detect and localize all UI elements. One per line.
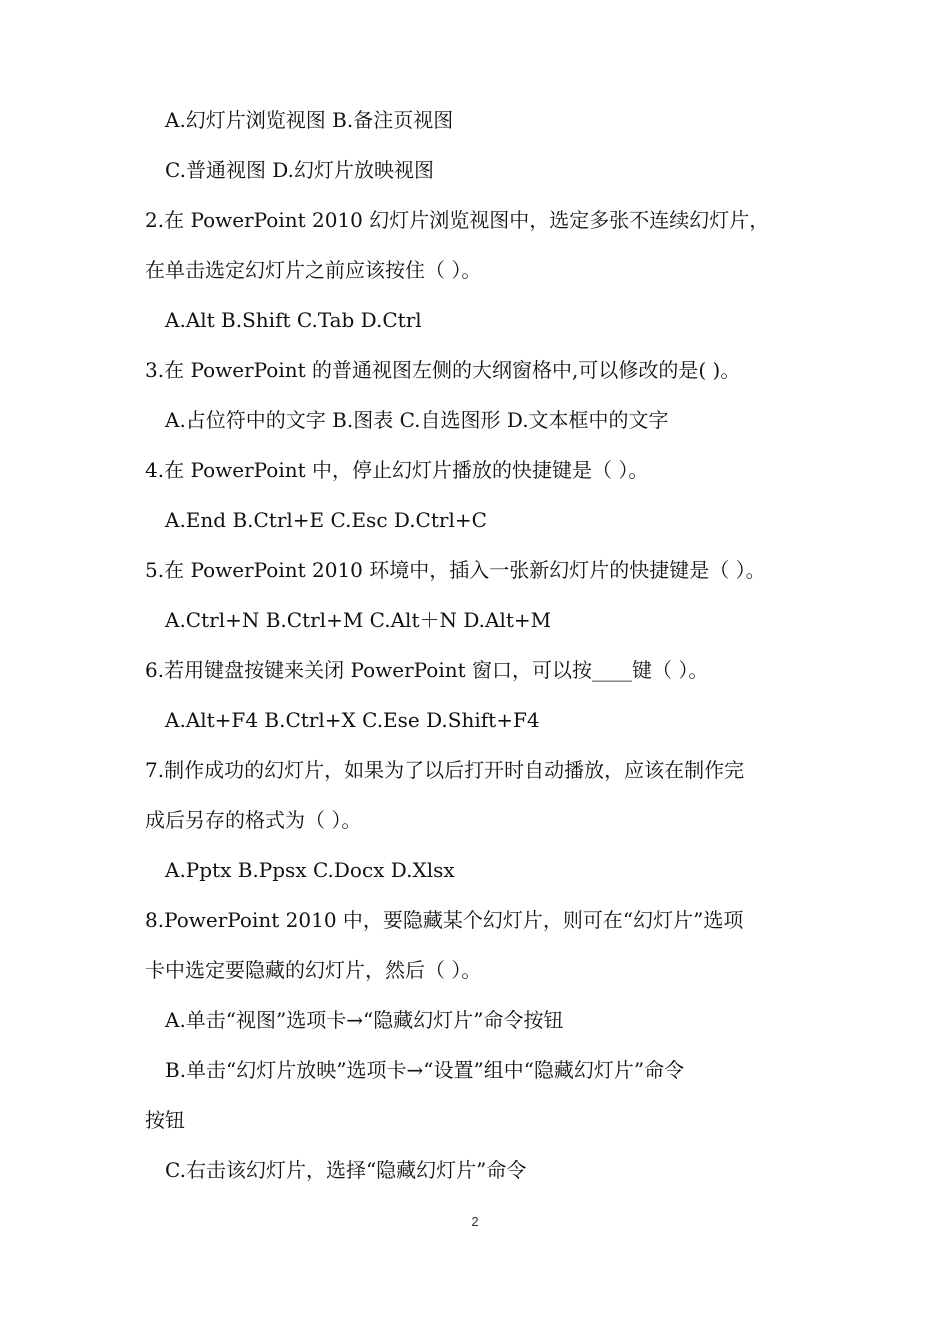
q8-option-b-line1: B.单击“幻灯片放映”选项卡→“设置”组中“隐藏幻灯片”命令: [165, 1058, 685, 1082]
q6-text: 6.若用键盘按键来关闭 PowerPoint 窗口，可以按____键（ ）。: [145, 658, 709, 682]
q7-options: A.Pptx B.Ppsx C.Docx D.Xlsx: [165, 858, 455, 882]
q1-options-line2: C.普通视图 D.幻灯片放映视图: [165, 158, 434, 182]
q8-text-line1: 8.PowerPoint 2010 中，要隐藏某个幻灯片，则可在“幻灯片”选项: [145, 908, 744, 932]
q7-text-line1: 7.制作成功的幻灯片，如果为了以后打开时自动播放，应该在制作完: [145, 758, 745, 782]
q8-option-c: C.右击该幻灯片，选择“隐藏幻灯片”命令: [165, 1158, 527, 1182]
q3-text: 3.在 PowerPoint 的普通视图左侧的大纲窗格中,可以修改的是( )。: [145, 358, 741, 382]
q2-options: A.Alt B.Shift C.Tab D.Ctrl: [165, 308, 422, 332]
q5-options: A.Ctrl+N B.Ctrl+M C.Alt＋N D.Alt+M: [165, 608, 552, 632]
q6-options: A.Alt+F4 B.Ctrl+X C.Ese D.Shift+F4: [165, 708, 540, 732]
q2-text-line1: 2.在 PowerPoint 2010 幻灯片浏览视图中，选定多张不连续幻灯片，: [145, 208, 770, 232]
q4-text: 4.在 PowerPoint 中，停止幻灯片播放的快捷键是（ ）。: [145, 458, 649, 482]
q1-options-line1: A.幻灯片浏览视图 B.备注页视图: [165, 108, 454, 132]
q2-text-line2: 在单击选定幻灯片之前应该按住（ ）。: [145, 258, 482, 282]
q3-options: A.占位符中的文字 B.图表 C.自选图形 D.文本框中的文字: [165, 408, 669, 432]
page-number: 2: [471, 1214, 479, 1229]
q8-option-a: A.单击“视图”选项卡→“隐藏幻灯片”命令按钮: [165, 1008, 564, 1032]
q5-text: 5.在 PowerPoint 2010 环境中，插入一张新幻灯片的快捷键是（ ）。: [145, 558, 766, 582]
q8-text-line2: 卡中选定要隐藏的幻灯片，然后（ ）。: [145, 958, 482, 982]
q8-option-b-line2: 按钮: [145, 1108, 185, 1132]
q7-text-line2: 成后另存的格式为（ ）。: [145, 808, 362, 832]
q4-options: A.End B.Ctrl+E C.Esc D.Ctrl+C: [165, 508, 487, 532]
